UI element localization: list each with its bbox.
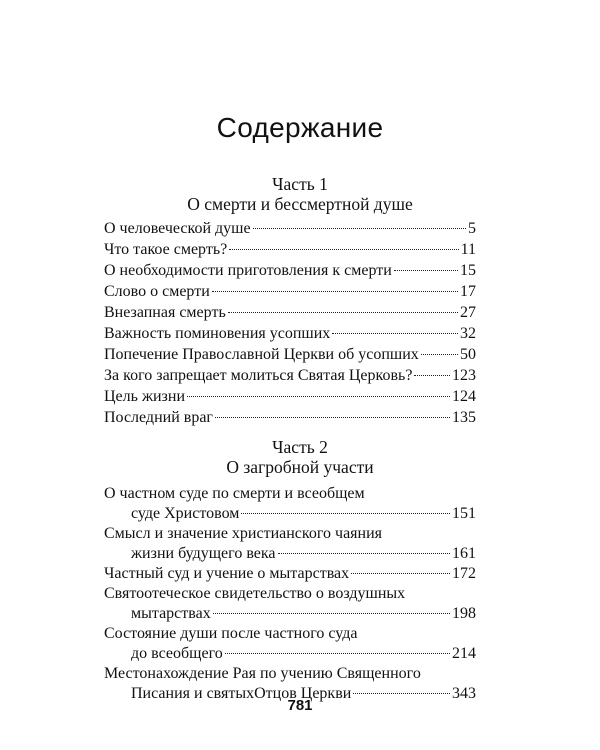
dot-leader bbox=[278, 553, 450, 554]
toc-entry-title: Попечение Православной Церкви об усопших bbox=[104, 346, 419, 363]
toc-entry-title: За кого запрещает молиться Святая Церковь? bbox=[104, 367, 413, 384]
toc-entry bbox=[104, 584, 476, 624]
toc-entry-title: О необходимости приготовления к смерти bbox=[104, 262, 392, 279]
toc-entry bbox=[104, 365, 476, 386]
dot-leader bbox=[212, 291, 458, 292]
toc-entry bbox=[104, 302, 476, 323]
toc-entry bbox=[104, 218, 476, 239]
part2-label: Часть 2 bbox=[272, 437, 328, 457]
toc-entry bbox=[104, 407, 476, 428]
dot-leader bbox=[229, 249, 458, 250]
toc-entry-page: 15 bbox=[460, 262, 476, 279]
toc-entry-page: 124 bbox=[452, 388, 476, 405]
toc-entry-title: Внезапная смерть bbox=[104, 304, 226, 321]
toc-entry bbox=[104, 323, 476, 344]
dot-leader bbox=[213, 613, 450, 614]
toc-entry-title-line2: Писания и святыхОтцов Церкви bbox=[131, 685, 352, 702]
toc-entry-title: О человеческой душе bbox=[104, 220, 251, 237]
toc-entry bbox=[104, 260, 476, 281]
part2-heading: О загробной участи bbox=[226, 457, 374, 477]
toc-entry-title-line1: Состояние души после частного суда bbox=[104, 625, 358, 642]
dot-leader bbox=[414, 375, 450, 376]
toc-entry-page: 151 bbox=[452, 505, 476, 522]
toc-entry bbox=[104, 484, 476, 524]
dot-leader bbox=[421, 354, 458, 355]
toc-entry-title-line1: Смысл и значение христианского чаяния bbox=[104, 525, 383, 542]
toc-entry bbox=[104, 386, 476, 407]
dot-leader bbox=[351, 573, 450, 574]
toc-entry bbox=[104, 239, 476, 260]
dot-leader bbox=[215, 417, 450, 418]
toc-entry-title-line2: жизни будущего века bbox=[131, 545, 276, 562]
toc-entry-page: 17 bbox=[460, 283, 476, 300]
toc-entry-title-line2: суде Христовом bbox=[131, 505, 240, 522]
toc-entry-title: Слово о смерти bbox=[104, 283, 210, 300]
toc-entry-page: 5 bbox=[468, 220, 476, 237]
dot-leader bbox=[353, 693, 450, 694]
toc-entry-page: 172 bbox=[452, 565, 476, 582]
toc-entry-title: Важность поминовения усопших bbox=[104, 325, 331, 342]
toc-entry-title-line1: Местонахождение Рая по учению Священного bbox=[104, 665, 421, 682]
part2-toc-list bbox=[104, 484, 476, 704]
toc-entry bbox=[104, 344, 476, 365]
toc-entry-page: 32 bbox=[460, 325, 476, 342]
page-number: 781 bbox=[287, 697, 313, 714]
toc-entry-page: 50 bbox=[460, 346, 476, 363]
toc-entry-page: 11 bbox=[460, 241, 476, 258]
toc-entry-title-line1: О частном суде по смерти и всеобщем bbox=[104, 485, 365, 502]
toc-entry-page: 123 bbox=[452, 367, 476, 384]
toc-entry-title: Что такое смерть? bbox=[104, 241, 228, 258]
dot-leader bbox=[332, 333, 458, 334]
toc-entry-page: 343 bbox=[452, 685, 476, 702]
dot-leader bbox=[225, 653, 450, 654]
part1-label: Часть 1 bbox=[272, 174, 328, 194]
toc-entry-title: Частный суд и учение о мытарствах bbox=[104, 565, 350, 582]
toc-entry-title-line1: Святоотеческое свидетельство о воздушных bbox=[104, 585, 406, 602]
toc-entry-page: 27 bbox=[460, 304, 476, 321]
toc-entry bbox=[104, 524, 476, 564]
toc-entry-title: Последний враг bbox=[104, 409, 213, 426]
toc-entry bbox=[104, 624, 476, 664]
dot-leader bbox=[394, 270, 458, 271]
part1-heading: О смерти и бессмертной душе bbox=[187, 194, 413, 214]
toc-entry-title: Цель жизни bbox=[104, 388, 185, 405]
toc-entry bbox=[104, 281, 476, 302]
dot-leader bbox=[187, 396, 450, 397]
dot-leader bbox=[253, 228, 466, 229]
toc-entry-title-line2: мытарствах bbox=[131, 605, 211, 622]
toc-entry-page: 198 bbox=[452, 605, 476, 622]
part1-toc-list bbox=[104, 218, 476, 428]
toc-entry-page: 161 bbox=[452, 545, 476, 562]
dot-leader bbox=[241, 513, 450, 514]
page-title: Содержание bbox=[216, 112, 384, 143]
toc-entry-page: 135 bbox=[452, 409, 476, 426]
toc-entry bbox=[104, 564, 476, 584]
toc-entry-page: 214 bbox=[452, 645, 476, 662]
dot-leader bbox=[228, 312, 458, 313]
toc-entry-title-line2: до всеобщего bbox=[131, 645, 223, 662]
